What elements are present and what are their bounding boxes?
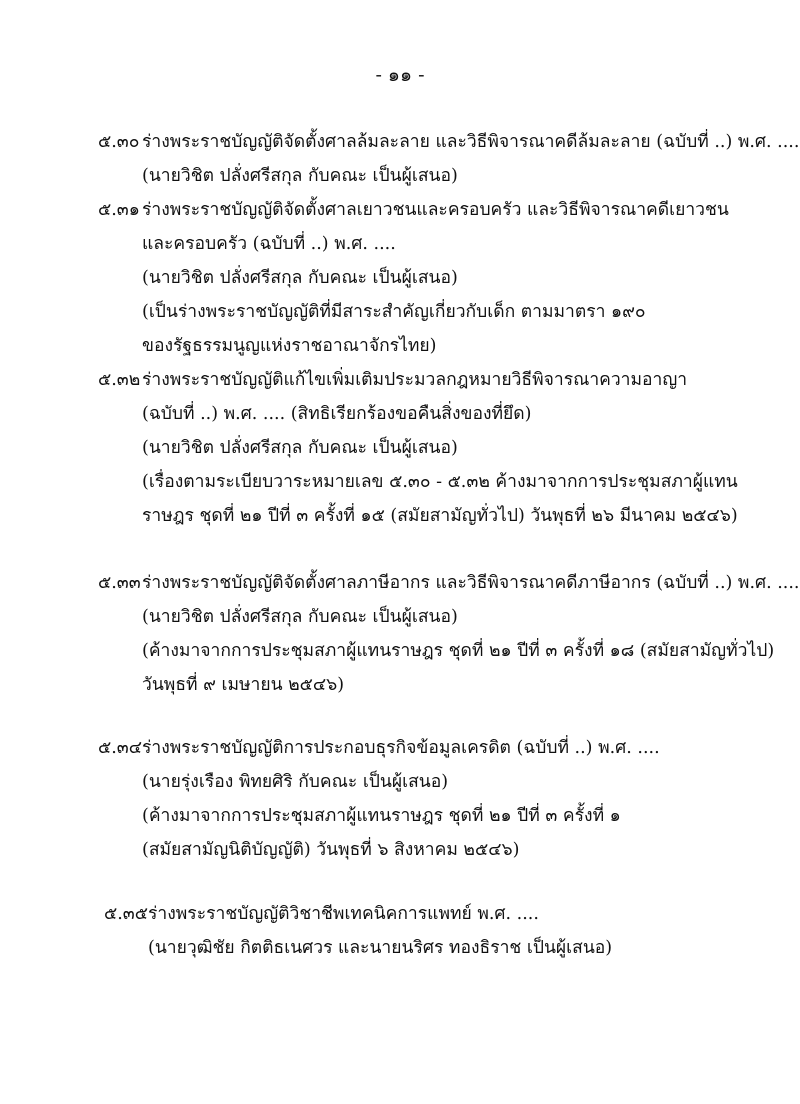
item-detail-line: (เป็นร่างพระราชบัญญัติที่มีสาระสำคัญเกี่ยวกับเด็ก ตามมาตรา ๑๙๐ xyxy=(142,302,646,322)
item-detail-line: และครอบครัว (ฉบับที่ ..) พ.ศ. .... xyxy=(142,234,396,254)
item-number: ๕.๓๕ xyxy=(104,904,149,924)
item-title-line xyxy=(98,363,788,397)
item-detail-line: (นายวุฒิชัย กิตติธเนศวร และนายนริศร ทองธิราช เป็นผู้เสนอ) xyxy=(148,938,613,958)
item-detail-line: (ค้างมาจากการประชุมสภาผู้แทนราษฎร ชุดที่ ๒๑ ปีที่ ๓ ครั้งที่ ๑๘ (สมัยสามัญทั่วไป) xyxy=(142,641,775,661)
agenda-item-5-32 xyxy=(98,363,788,533)
item-title: ร่างพระราชบัญญัติจัดตั้งศาลล้มละลาย และวิธีพิจารณาคดีล้มละลาย (ฉบับที่ ..) พ.ศ. .... xyxy=(142,132,800,152)
item-title: ร่างพระราชบัญญัติจัดตั้งศาลภาษีอากร และวิธีพิจารณาคดีภาษีอากร (ฉบับที่ ..) พ.ศ. .... xyxy=(142,573,800,593)
item-title-line xyxy=(98,193,788,227)
item-number: ๕.๓๐ xyxy=(98,132,140,152)
item-detail-line: (ค้างมาจากการประชุมสภาผู้แทนราษฎร ชุดที่ ๒๑ ปีที่ ๓ ครั้งที่ ๑ xyxy=(142,806,621,826)
agenda-item-5-34 xyxy=(98,731,788,867)
item-title-line xyxy=(98,731,788,765)
item-title: ร่างพระราชบัญญัติแก้ไขเพิ่มเติมประมวลกฎหมายวิธีพิจารณาความอาญา xyxy=(142,370,688,390)
agenda-item-5-31 xyxy=(98,193,788,363)
item-detail-line: (นายวิชิต ปลั่งศรีสกุล กับคณะ เป็นผู้เสนอ) xyxy=(142,268,458,288)
item-title: ร่างพระราชบัญญัติวิชาชีพเทคนิคการแพทย์ พ.ศ. .... xyxy=(148,904,539,924)
item-title: ร่างพระราชบัญญัติจัดตั้งศาลเยาวชนและครอบครัว และวิธีพิจารณาคดีเยาวชน xyxy=(142,200,729,220)
agenda-item-5-30 xyxy=(98,125,800,193)
item-detail-line: (เรื่องตามระเบียบวาระหมายเลข ๕.๓๐ - ๕.๓๒ ค้างมาจากการประชุมสภาผู้แทน xyxy=(142,472,738,492)
item-detail-line: ราษฎร ชุดที่ ๒๑ ปีที่ ๓ ครั้งที่ ๑๕ (สมัยสามัญทั่วไป) วันพุธที่ ๒๖ มีนาคม ๒๕๔๖) xyxy=(142,506,738,526)
item-number: ๕.๓๑ xyxy=(98,200,140,220)
item-detail-line: (นายวิชิต ปลั่งศรีสกุล กับคณะ เป็นผู้เสนอ) xyxy=(142,438,458,458)
item-detail-line: (นายรุ่งเรือง พิทยศิริ กับคณะ เป็นผู้เสนอ) xyxy=(142,772,449,792)
item-detail-line: วันพุธที่ ๙ เมษายน ๒๕๔๖) xyxy=(142,675,345,695)
agenda-item-5-33 xyxy=(98,566,800,702)
item-detail-line: (นายวิชิต ปลั่งศรีสกุล กับคณะ เป็นผู้เสนอ) xyxy=(142,166,458,186)
item-detail-line: (ฉบับที่ ..) พ.ศ. .... (สิทธิเรียกร้องขอคืนสิ่งของที่ยึด) xyxy=(142,404,532,424)
item-title-line xyxy=(98,566,800,600)
item-detail-line: (นายวิชิต ปลั่งศรีสกุล กับคณะ เป็นผู้เสนอ) xyxy=(142,607,458,627)
item-number: ๕.๓๔ xyxy=(98,738,143,758)
item-title-line xyxy=(104,897,794,931)
item-title: ร่างพระราชบัญญัติการประกอบธุรกิจข้อมูลเครดิต (ฉบับที่ ..) พ.ศ. .... xyxy=(142,738,660,758)
item-detail-line: ของรัฐธรรมนูญแห่งราชอาณาจักรไทย) xyxy=(142,336,437,356)
page-number: - ๑๑ - xyxy=(375,64,425,86)
item-title-line xyxy=(98,125,800,159)
agenda-item-5-35 xyxy=(104,897,794,965)
item-number: ๕.๓๒ xyxy=(98,370,141,390)
item-detail-line: (สมัยสามัญนิติบัญญัติ) วันพุธที่ ๖ สิงหาคม ๒๕๔๖) xyxy=(142,840,520,860)
item-number: ๕.๓๓ xyxy=(98,573,141,593)
